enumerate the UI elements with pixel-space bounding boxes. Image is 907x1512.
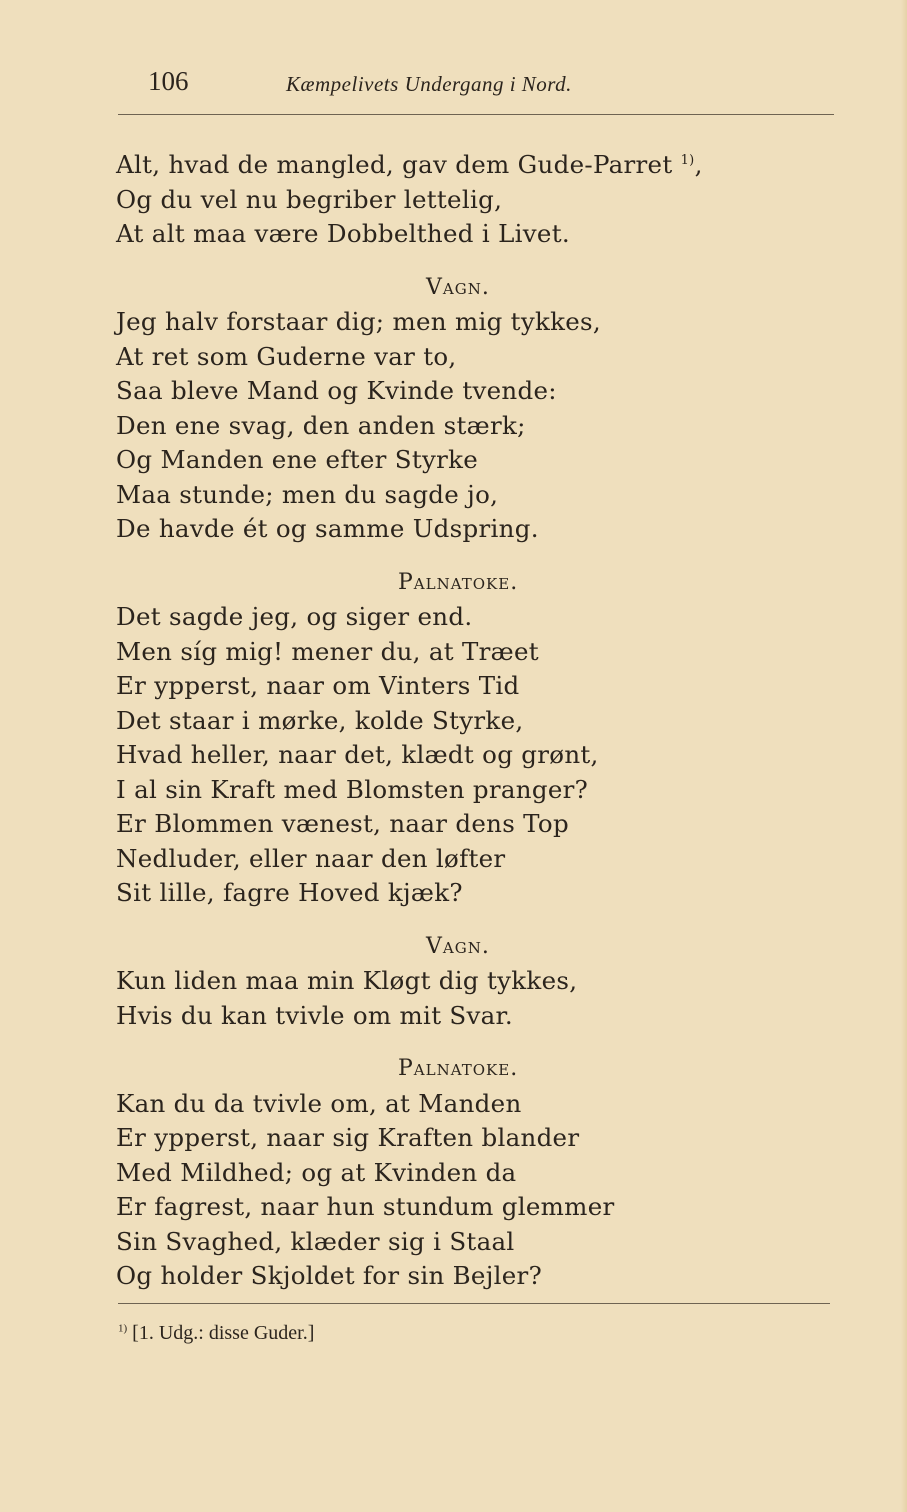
footnote-rule: [118, 1303, 830, 1304]
footnote: [118, 1322, 314, 1345]
verse-line: [116, 704, 876, 739]
verse-line-text: Kan du da tvivle om, at Manden: [116, 1088, 522, 1118]
punctuation: ,: [694, 150, 703, 179]
verse-line: [116, 374, 876, 409]
verse-line: [116, 1190, 876, 1225]
verse-line-text: Hvad heller, naar det, klædt og grønt,: [116, 740, 599, 769]
verse-line: [116, 773, 876, 808]
verse-line: [116, 876, 876, 911]
verse-line-text: Men síg mig! mener du, at Træet: [116, 636, 539, 666]
speaker-heading: Vagn.: [426, 933, 490, 959]
verse-line: [116, 217, 876, 252]
footnote-text: [1. Udg.: disse Guder.]: [132, 1322, 315, 1344]
verse-line-text: Nedluder, eller naar den løfter: [116, 843, 506, 873]
verse-line: [116, 409, 876, 444]
verse-line: [116, 340, 876, 375]
verse-line: [116, 512, 876, 547]
verse-line: [116, 669, 876, 704]
verse-line-text: Er ypperst, naar om Vinters Tid: [116, 671, 520, 700]
verse-line-text: Maa stunde; men du sagde jo,: [116, 479, 499, 509]
poem-body: [116, 148, 876, 1294]
verse-line-text: Er fagrest, naar hun stundum glemmer: [116, 1192, 615, 1221]
verse-line: [116, 183, 876, 218]
verse-line-text: Er ypperst, naar sig Kraften blander: [116, 1123, 580, 1152]
verse-line: [116, 635, 876, 670]
verse-line: [116, 999, 876, 1034]
verse-line-text: Er Blommen vænest, naar dens Top: [116, 809, 569, 838]
verse-section: [116, 1052, 876, 1294]
running-title: Kæmpelivets Undergang i Nord.: [286, 72, 572, 96]
verse-line: [116, 964, 876, 999]
footnote-reference[interactable]: 1): [680, 152, 695, 168]
verse-section: [116, 930, 876, 1034]
page-edge: [901, 0, 907, 1512]
verse-line-text: Alt, hvad de mangled, gav dem Gude-Parret: [116, 150, 673, 179]
header-rule: [118, 114, 834, 115]
verse-line: [116, 1259, 876, 1294]
speaker-heading: Vagn.: [426, 274, 490, 300]
verse-section: [116, 148, 876, 252]
verse-line-text: Sin Svaghed, klæder sig i Staal: [116, 1226, 515, 1256]
speaker-heading: Palnatoke.: [398, 569, 519, 595]
verse-line-text: Og holder Skjoldet for sin Bejler?: [116, 1261, 543, 1290]
verse-line-text: Hvis du kan tvivle om mit Svar.: [116, 1000, 513, 1030]
verse-line: [116, 1087, 876, 1122]
verse-line-text: Og du vel nu begriber lettelig,: [116, 184, 503, 214]
verse-line-text: Den ene svag, den anden stærk;: [116, 410, 526, 440]
footnote-marker: 1): [118, 1322, 128, 1335]
verse-line: [116, 842, 876, 877]
verse-line: [116, 148, 876, 183]
verse-line-text: At alt maa være Dobbelthed i Livet.: [116, 219, 570, 248]
verse-line: [116, 1121, 876, 1156]
verse-line: [116, 443, 876, 478]
verse-line: [116, 1156, 876, 1191]
verse-line-text: I al sin Kraft med Blomsten pranger?: [116, 774, 589, 804]
verse-line: [116, 807, 876, 842]
page-number: 106: [148, 66, 189, 96]
verse-line-text: Det sagde jeg, og siger end.: [116, 602, 473, 631]
verse-line-text: Jeg halv forstaar dig; men mig tykkes,: [116, 307, 602, 336]
verse-line-text: Det staar i mørke, kolde Styrke,: [116, 705, 524, 735]
verse-section: [116, 566, 876, 911]
verse-line: [116, 600, 876, 635]
verse-line-text: At ret som Guderne var to,: [116, 341, 457, 371]
verse-line: [116, 478, 876, 513]
verse-line-text: Og Manden ene efter Styrke: [116, 445, 479, 474]
speaker-heading: Palnatoke.: [398, 1056, 519, 1081]
verse-line: [116, 305, 876, 340]
verse-section: [116, 271, 876, 547]
verse-line: [116, 1225, 876, 1260]
verse-line-text: Kun liden maa min Kløgt dig tykkes,: [116, 966, 578, 995]
verse-line-text: Saa bleve Mand og Kvinde tvende:: [116, 376, 557, 405]
verse-line-text: Med Mildhed; og at Kvinden da: [116, 1157, 517, 1187]
verse-line: [116, 738, 876, 773]
verse-line-text: De havde ét og samme Udspring.: [116, 514, 539, 543]
verse-line-text: Sit lille, fagre Hoved kjæk?: [116, 878, 463, 907]
